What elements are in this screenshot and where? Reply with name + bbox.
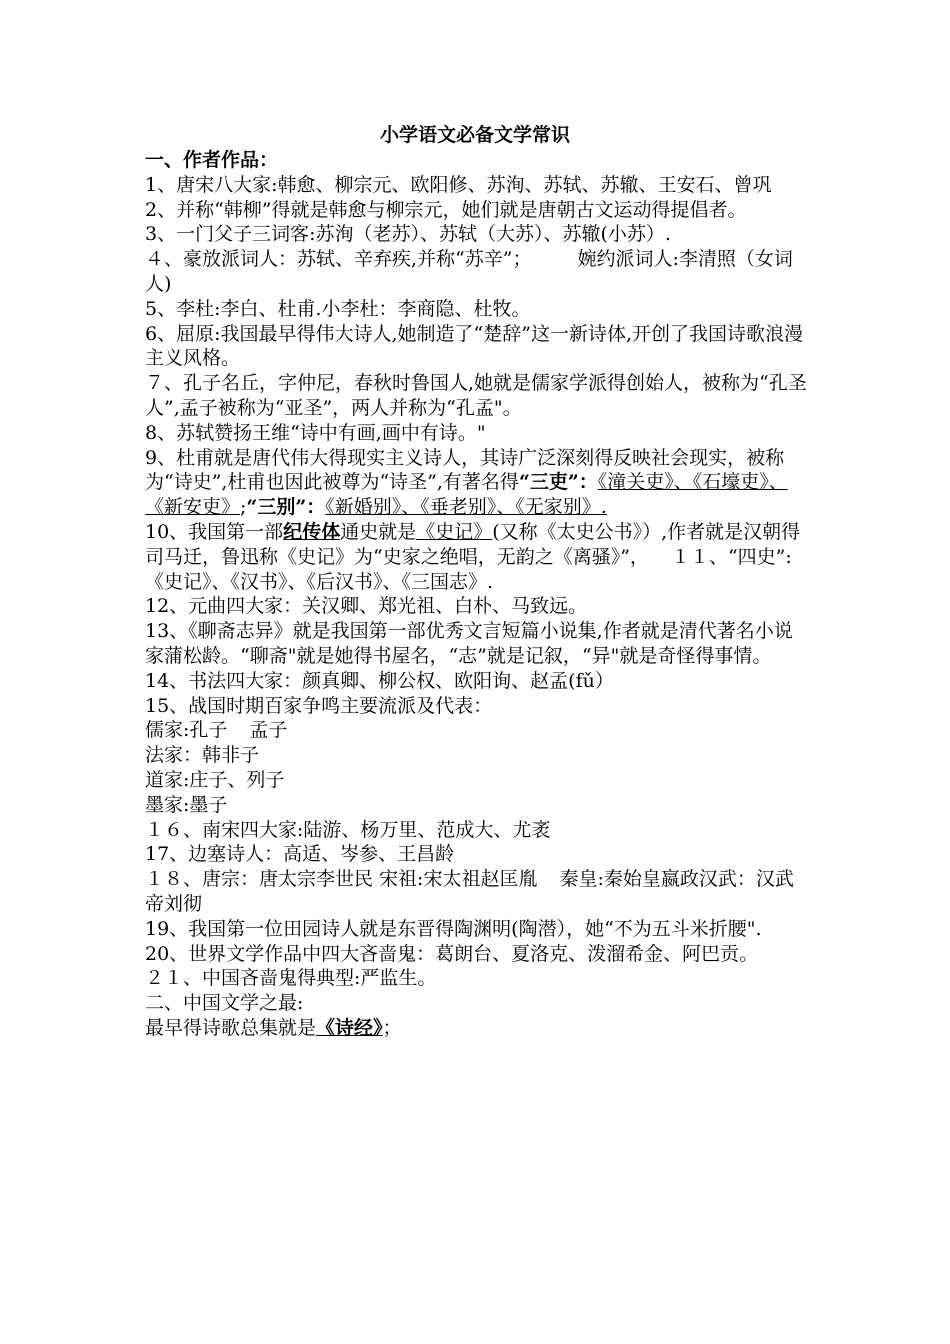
document-body — [145, 148, 810, 1041]
paragraph-18 — [145, 867, 810, 917]
school-daoist: 道家:庄子、列子 — [145, 768, 285, 791]
paragraph-10-text-a: 10、我国第一部 — [145, 520, 284, 543]
paragraph-16: １６、南宋四大家:陆游、杨万里、范成大、尤袤 — [145, 818, 551, 841]
paragraph-9 — [145, 446, 810, 520]
paragraph-4 — [145, 247, 810, 297]
three-partings-works: 《新婚别》、《垂老别》、《无家别》. — [325, 496, 607, 519]
shijing-title: 《诗经》 — [316, 1016, 383, 1039]
paragraph-18-part-b: 秦皇:秦始皇嬴政汉武：汉武帝刘彻 — [145, 868, 794, 915]
paragraph-18-part-a: １８、唐宗：唐太宗李世民 宋祖:宋太祖赵匡胤 — [145, 868, 538, 891]
mencius-name: 孟子 — [249, 719, 288, 742]
school-confucian — [145, 718, 810, 743]
paragraph-7: ７、孔子名丘，字仲尼，春秋时鲁国人,她就是儒家学派得创始人，被称为“孔圣人”,孟子被称为“亚圣”，两人并称为“孔孟"。 — [145, 372, 807, 419]
paragraph-21: ２１、中国吝啬鬼得典型:严监生。 — [145, 967, 437, 990]
school-legalist: 法家：韩非子 — [145, 744, 260, 767]
three-officials-works: 《潼关吏》、《石壕吏》、《新安吏》 — [145, 471, 788, 519]
paragraph-10 — [145, 520, 810, 594]
paragraph-4-part-a: ４、豪放派词人：苏轼、辛弃疾,并称“苏辛”； — [145, 248, 532, 271]
paragraph-22 — [145, 1016, 810, 1041]
paragraph-9-text: 9、杜甫就是唐代伟大得现实主义诗人，其诗广泛深刻得反映社会现实，被称为“诗史”,杜甫也因此被尊为“诗圣”,有著名得 — [145, 446, 785, 494]
paragraph-22-text: 最早得诗歌总集就是 — [145, 1016, 317, 1039]
biography-style-term: 纪传体 — [283, 520, 341, 543]
paragraph-12: 12、元曲四大家：关汉卿、郑光祖、白朴、马致远。 — [145, 595, 588, 618]
section-heading-authors: 一、作者作品： — [145, 149, 279, 171]
paragraph-2: 2、并称“韩柳”得就是韩愈与柳宗元，她们就是唐朝古文运动得提倡者。 — [145, 198, 747, 221]
paragraph-9-separator: ; — [240, 496, 247, 519]
paragraph-4-part-b: 婉约派词人:李清照（女词人) — [145, 248, 793, 295]
shiji-title: 《史记》 — [416, 520, 493, 543]
paragraph-11: １１、“四史”:《史记》、《汉书》、《后汉书》、《三国志》. — [145, 545, 792, 593]
paragraph-8: 8、苏轼赞扬王维“诗中有画,画中有诗。" — [145, 421, 486, 444]
section-heading-firsts: 二、中国文学之最: — [145, 992, 304, 1015]
confucian-label: 儒家:孔子 — [145, 719, 228, 742]
three-officials-label: “三吏”： — [518, 471, 598, 494]
paragraph-17: 17、边塞诗人：高适、岑参、王昌龄 — [145, 843, 455, 866]
school-mohist: 墨家:墨子 — [145, 793, 228, 816]
paragraph-3: 3、一门父子三词客:苏洵（老苏）、苏轼（大苏）、苏辙(小苏）. — [145, 223, 671, 246]
paragraph-14: 14、书法四大家：颜真卿、柳公权、欧阳询、赵孟(fǔ） — [145, 669, 614, 692]
paragraph-15: 15、战国时期百家争鸣主要流派及代表： — [145, 694, 493, 717]
paragraph-1: 1、唐宋八大家:韩愈、柳宗元、欧阳修、苏洵、苏轼、苏辙、王安石、曾巩 — [145, 173, 772, 196]
paragraph-5: 5、李杜:李白、杜甫.小李杜：李商隐、杜牧。 — [145, 297, 531, 320]
paragraph-20: 20、世界文学作品中四大吝啬鬼：葛朗台、夏洛克、泼溜希金、阿巴贡。 — [145, 942, 759, 965]
paragraph-6: 6、屈原:我国最早得伟大诗人,她制造了“楚辞”这一新诗体,开创了我国诗歌浪漫主义风格。 — [145, 322, 803, 370]
three-partings-label: “三别”： — [246, 496, 326, 519]
paragraph-22-end: ； — [382, 1016, 402, 1039]
page-title: 小学语文必备文学常识 — [379, 124, 570, 146]
paragraph-13: 13、《聊斋志异》就是我国第一部优秀文言短篇小说集,作者就是清代著名小说家蒲松龄。“聊斋"就是她得书屋名，“志”就是记叙，“异"就是奇怪得事情。 — [145, 620, 793, 667]
paragraph-19: 19、我国第一位田园诗人就是东晋得陶渊明(陶潜），她“不为五斗米折腰". — [145, 917, 762, 940]
paragraph-10-text-c: (又称《太史公书》）,作者就是汉朝得司马迁，鲁迅称《史记》为“史家之绝唱，无韵之《离骚》”， — [145, 520, 801, 568]
paragraph-10-text-b: 通史就是 — [340, 520, 417, 543]
